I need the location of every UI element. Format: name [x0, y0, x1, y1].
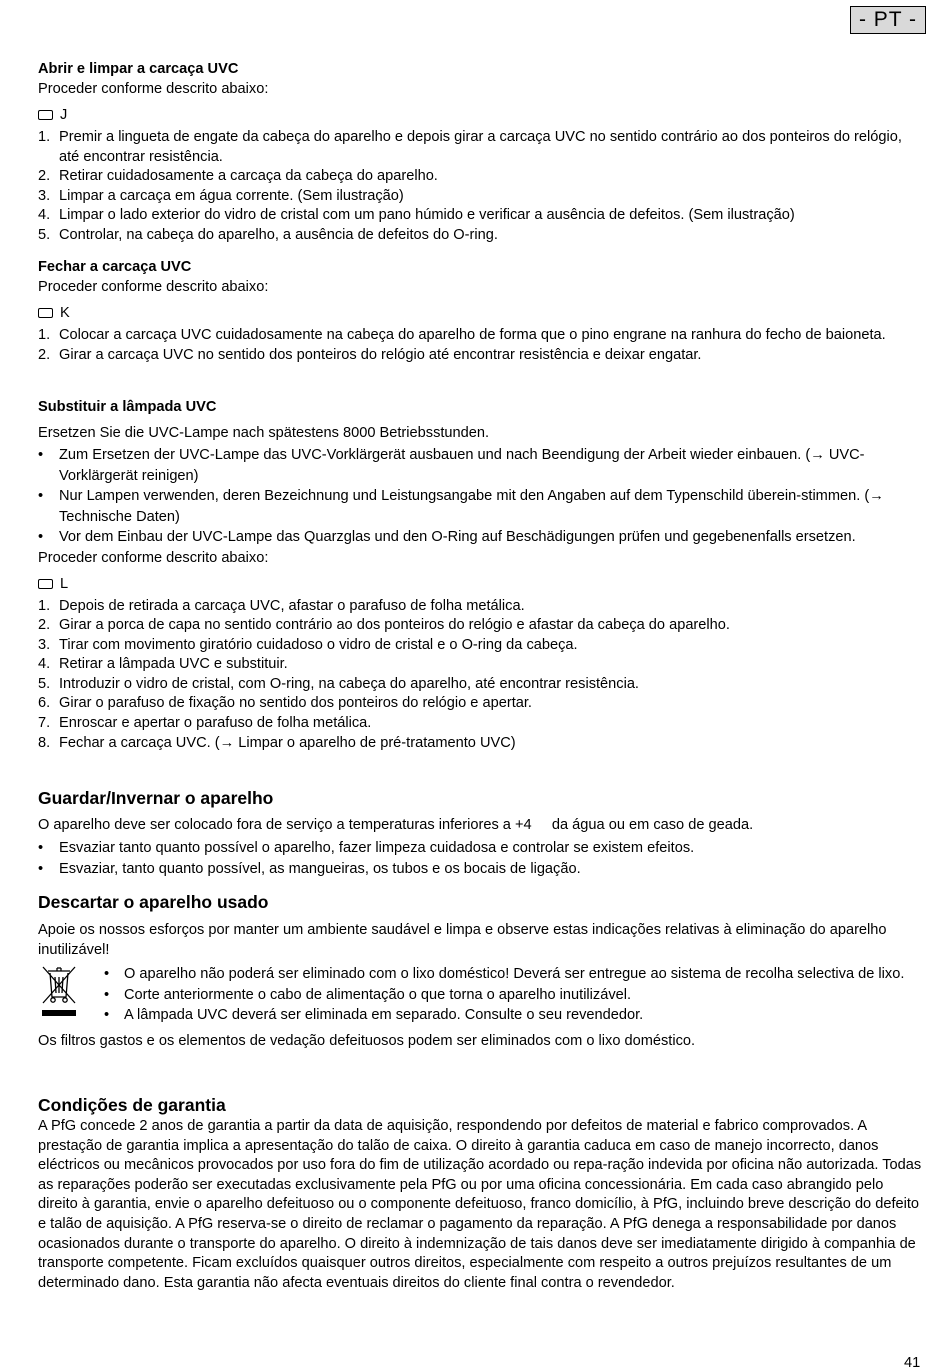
- list-item: 5. Controlar, na cabeça do aparelho, a ausência de defeitos do O-ring.: [38, 226, 498, 243]
- steps-list: [38, 326, 926, 365]
- steps-list: [38, 128, 926, 246]
- list-item: 1. Premir a lingueta de engate da cabeça do aparelho e depois girar a carcaça UVC no sentido contrário ao dos ponteiros do relógio, até encontrar resistência.: [38, 129, 902, 165]
- list-item: 5. Introduzir o vidro de cristal, com O-ring, na cabeça do aparelho, até encontrar resistência.: [38, 675, 639, 692]
- figure-reference: [38, 105, 926, 125]
- list-item: 1. Colocar a carcaça UVC cuidadosamente na cabeça do aparelho de forma que o pino engrane na ranhura do fecho de baioneta.: [38, 327, 886, 343]
- figure-reference: [38, 574, 926, 594]
- list-item: 3. Tirar com movimento giratório cuidadoso o vidro de cristal e o O-ring da cabeça.: [38, 636, 578, 653]
- figure-label: K: [60, 305, 70, 321]
- section-intro: O aparelho deve ser colocado fora de serviço a temperaturas inferiores a +4 da água ou em caso de geada.: [38, 817, 754, 833]
- language-tab: - PT -: [850, 6, 926, 34]
- book-icon: [38, 579, 53, 589]
- disposal-note: Os filtros gastos e os elementos de vedação defeituosos podem ser eliminados com o lixo doméstico.: [38, 1032, 696, 1049]
- section-open-housing: [38, 59, 926, 246]
- section-title: Guardar/Invernar o aparelho: [38, 788, 274, 808]
- list-item: • Corte anteriormente o cabo de alimentação o que torna o aparelho inutilizável.: [38, 985, 926, 1006]
- list-item: • Zum Ersetzen der UVC-Lampe das UVC-Vorklärgerät ausbauen und nach Beendigung der Arbeit wieder einbauen. (→ UVC-Vorklärgerät reinigen): [38, 445, 926, 486]
- bullet-list: [38, 838, 926, 879]
- list-item: 2. Girar a porca de capa no sentido contrário ao dos ponteiros do relógio e afastar da cabeça do aparelho.: [38, 617, 730, 634]
- list-item: 2. Retirar cuidadosamente a carcaça da cabeça do aparelho.: [38, 168, 438, 185]
- figure-reference: [38, 303, 926, 323]
- disposal-notes: [38, 964, 926, 1051]
- section-disposal: [38, 890, 926, 960]
- list-item: 3. Limpar a carcaça em água corrente. (Sem ilustração): [38, 187, 404, 204]
- section-intro-2: Proceder conforme descrito abaixo:: [38, 549, 269, 566]
- bullet-list: [38, 964, 926, 1026]
- list-item: 6. Girar o parafuso de fixação no sentido dos ponteiros do relógio e apertar.: [38, 695, 532, 712]
- bullet-list: [38, 445, 926, 548]
- book-icon: [38, 110, 53, 120]
- section-intro: Proceder conforme descrito abaixo:: [38, 279, 269, 295]
- section-intro: Apoie os nossos esforços por manter um ambiente saudável e limpa e observe estas indicações relativas à eliminação do aparelho inutilizável!: [38, 922, 887, 958]
- list-item: 1. Depois de retirada a carcaça UVC, afastar o parafuso de folha metálica.: [38, 597, 525, 614]
- warranty-text: A PfG concede 2 anos de garantia a partir da data de aquisição, respondendo por defeitos de material e fabrico comprovados. A prestação de garantia implica a apresentação do talão de caixa. O direito à garantia caduca em caso de manejo incorrecto, danos eléctricos ou mecânicos provocados por uso fora do fim de utilização acordado ou repa-ração indevida por oficina não autorizada. Todas as reparações poderão ser executadas exclusivamente pela PfG ou por uma oficina concessionária. Em cada caso abrangido pelo direito à garantia, envie o aparelho defeituoso ou o componente defeituoso, franco domicílio, à PfG, incluindo breve descrição do defeito e talão de aquisição. A PfG reserva-se o direito de reclamar o pagamento da reparação. A PfG denega a responsabilidade por danos ocasionados durante o transporte do aparelho. O direito à indemnização de tais danos deve ser imediatamente dirigido à companhia de transporte competente. Ficam excluídos quaisquer outros direitos, especialmente com respeito a outros prejuízos resultantes de um determinado dano. Esta garantia não afecta eventuais direitos do cliente final contra o revendedor.: [38, 1118, 922, 1291]
- section-title: Fechar a carcaça UVC: [38, 259, 192, 275]
- section-title: Abrir e limpar a carcaça UVC: [38, 61, 239, 77]
- list-item: 7. Enroscar e apertar o parafuso de folha metálica.: [38, 715, 372, 732]
- section-intro: Proceder conforme descrito abaixo:: [38, 81, 269, 97]
- steps-list: [38, 597, 926, 754]
- figure-label: J: [60, 107, 68, 123]
- section-replace-lamp: [38, 397, 926, 753]
- figure-label: L: [60, 575, 69, 592]
- list-item: • Nur Lampen verwenden, deren Bezeichnung und Leistungsangabe mit den Angaben auf dem Typenschild überein-stimmen. (→ Technische Daten): [38, 486, 926, 527]
- list-item: • Vor dem Einbau der UVC-Lampe das Quarzglas und den O-Ring auf Beschädigungen prüfen und gegebenenfalls ersetzen.: [38, 527, 926, 548]
- list-item: • Esvaziar tanto quanto possível o aparelho, fazer limpeza cuidadosa e controlar se existem efeitos.: [38, 838, 926, 859]
- section-warranty: [38, 1093, 926, 1293]
- section-title: Substituir a lâmpada UVC: [38, 399, 217, 415]
- list-item: • A lâmpada UVC deverá ser eliminada em separado. Consulte o seu revendedor.: [38, 1005, 926, 1026]
- page-number: 41: [904, 1355, 921, 1371]
- section-title: Condições de garantia: [38, 1095, 226, 1115]
- section-close-housing: [38, 257, 926, 365]
- list-item: • O aparelho não poderá ser eliminado com o lixo doméstico! Deverá ser entregue ao sistema de recolha selectiva de lixo.: [38, 964, 926, 985]
- section-storage: [38, 786, 926, 879]
- list-item: 4. Limpar o lado exterior do vidro de cristal com um pano húmido e verificar a ausência de defeitos. (Sem ilustração): [38, 207, 795, 224]
- list-item: 8. Fechar a carcaça UVC. (→ Limpar o aparelho de pré-tratamento UVC): [38, 734, 516, 751]
- list-item: • Esvaziar, tanto quanto possível, as mangueiras, os tubos e os bocais de ligação.: [38, 859, 926, 880]
- list-item: 2. Girar a carcaça UVC no sentido dos ponteiros do relógio até encontrar resistência e deixar engatar.: [38, 346, 702, 363]
- section-intro: Ersetzen Sie die UVC-Lampe nach spätestens 8000 Betriebsstunden.: [38, 425, 490, 441]
- book-icon: [38, 308, 53, 318]
- list-item: 4. Retirar a lâmpada UVC e substituir.: [38, 656, 288, 673]
- section-title: Descartar o aparelho usado: [38, 892, 269, 912]
